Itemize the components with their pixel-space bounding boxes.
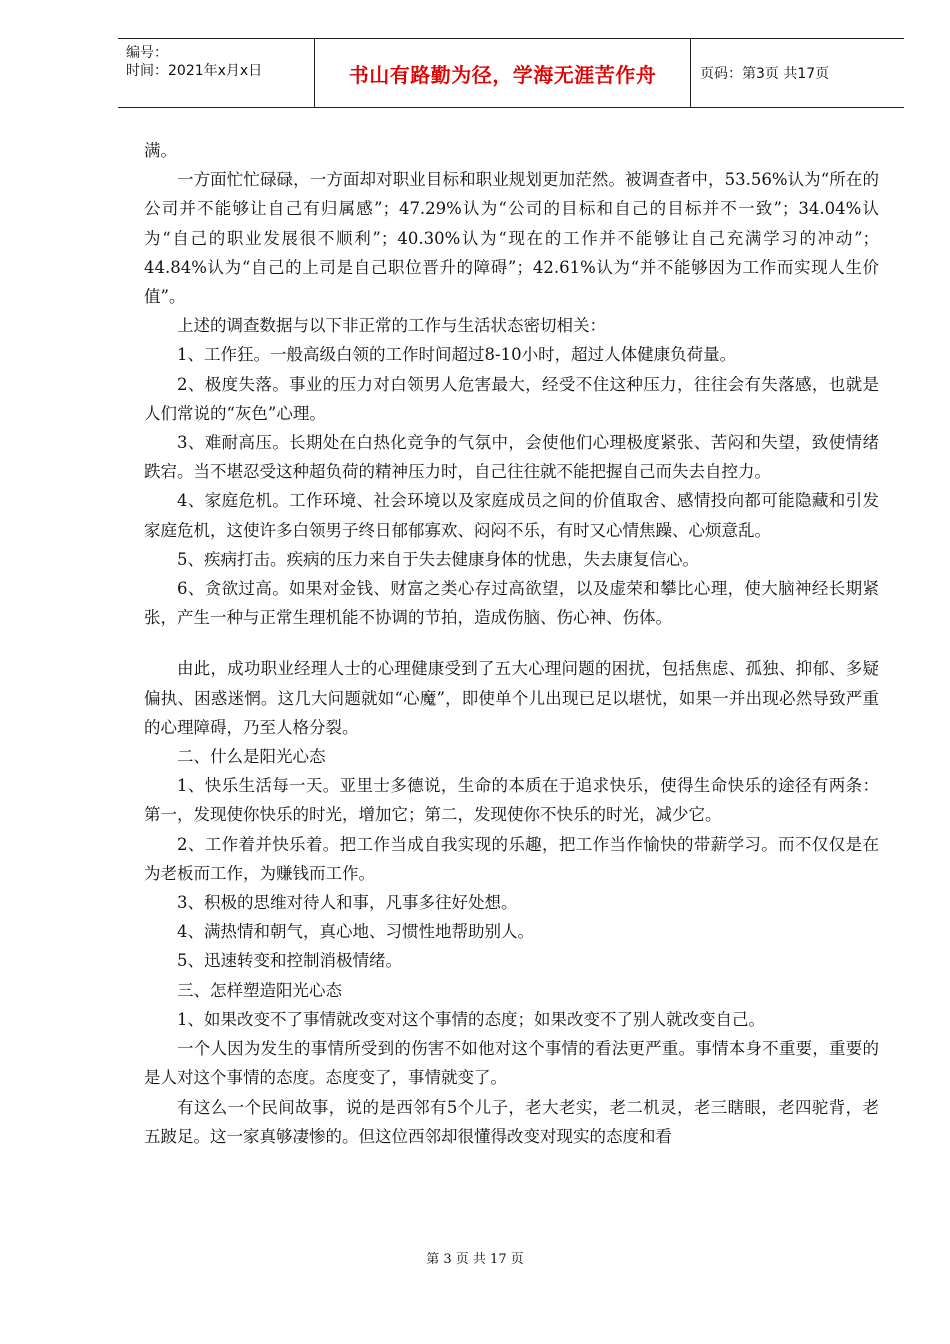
list-item: 1、如果改变不了事情就改变对这个事情的态度；如果改变不了别人就改变自己。 [177, 1009, 765, 1029]
section-heading: 二、什么是阳光心态 [177, 747, 326, 767]
list-item: 1、工作狂。一般高级白领的工作时间超过8-10小时，超过人体健康负荷量。 [177, 345, 737, 365]
list-item: 5、疾病打击。疾病的压力来自于失去健康身体的忧患，失去康复信心。 [177, 549, 699, 569]
list-item: 5、迅速转变和控制消极情绪。 [177, 951, 402, 971]
paragraph: 满。 [144, 141, 177, 160]
list-item: 4、满热情和朝气，真心地、习惯性地帮助别人。 [177, 922, 534, 942]
list-item: 2、极度失落。事业的压力对白领男人危害最大，经受不住这种压力，往往会有失落感，也就是人们常说的“灰色”心理。 [144, 374, 879, 423]
document-time-label: 时间：2021年x月x日 [126, 63, 263, 79]
header-page-label: 页码：第3页 共17页 [700, 66, 830, 82]
paragraph: 一个人因为发生的事情所受到的伤害不如他对这个事情的看法更严重。事情本身不重要，重要的是人对这个事情的态度。态度变了，事情就变了。 [144, 1039, 879, 1088]
header-motto: 书山有路勤为径，学海无涯苦作舟 [348, 62, 657, 87]
paragraph-gap [144, 632, 879, 654]
list-item: 2、工作着并快乐着。把工作当成自我实现的乐趣，把工作当作愉快的带薪学习。而不仅仅是在为老板而工作，为赚钱而工作。 [144, 834, 879, 883]
list-item: 3、积极的思维对待人和事，凡事多往好处想。 [177, 893, 518, 913]
document-number-label: 编号： [126, 45, 168, 61]
header-divider-right [690, 39, 691, 107]
list-item: 3、难耐高压。长期处在白热化竞争的气氛中，会使他们心理极度紧张、苦闷和失望，致使情绪跌宕。当不堪忍受这种超负荷的精神压力时，自己往往就不能把握自己而失去自控力。 [144, 433, 879, 482]
page-header [118, 38, 904, 108]
list-item: 1、快乐生活每一天。亚里士多德说，生命的本质在于追求快乐，使得生命快乐的途径有两条：第一，发现使你快乐的时光，增加它；第二，发现使你不快乐的时光，减少它。 [144, 776, 879, 825]
header-meta [118, 39, 314, 107]
paragraph: 由此，成功职业经理人士的心理健康受到了五大心理问题的困扰，包括焦虑、孤独、抑郁、多疑偏执、困惑迷惘。这几大问题就如“心魔”，即使单个儿出现已足以堪忧，如果一并出现必然导致严重的心理障碍，乃至人格分裂。 [144, 659, 879, 737]
paragraph: 上述的调查数据与以下非正常的工作与生活状态密切相关： [177, 316, 606, 336]
list-item: 6、贪欲过高。如果对金钱、财富之类心存过高欲望，以及虚荣和攀比心理，使大脑神经长期紧张，产生一种与正常生理机能不协调的节拍，造成伤脑、伤心神、伤体。 [144, 579, 879, 628]
paragraph: 有这么一个民间故事，说的是西邻有5个儿子，老大老实，老二机灵，老三瞎眼，老四驼背，老五跛足。这一家真够凄惨的。但这位西邻却很懂得改变对现实的态度和看 [144, 1097, 879, 1146]
list-item: 4、家庭危机。工作环境、社会环境以及家庭成员之间的价值取舍、感情投向都可能隐藏和引发家庭危机，这使许多白领男子终日郁郁寡欢、闷闷不乐，有时又心情焦躁、心烦意乱。 [144, 491, 879, 540]
section-heading: 三、怎样塑造阳光心态 [177, 980, 342, 1000]
document-body [144, 136, 879, 1151]
page-footer: 第 3 页 共 17 页 [426, 1252, 524, 1267]
paragraph: 一方面忙忙碌碌，一方面却对职业目标和职业规划更加茫然。被调查者中，53.56%认为“所在的公司并不能够让自己有归属感”；47.29%认为“公司的目标和自己的目标并不一致”；34.04%认为“自己的职业发展很不顺利”；40.30%认为“现在的工作并不能够让自己充满学习的冲动”；44.84%认为“自己的上司是自己职位晋升的障碍”；42.61%认为“并不能够因为工作而实现人生价值”。 [144, 170, 879, 307]
